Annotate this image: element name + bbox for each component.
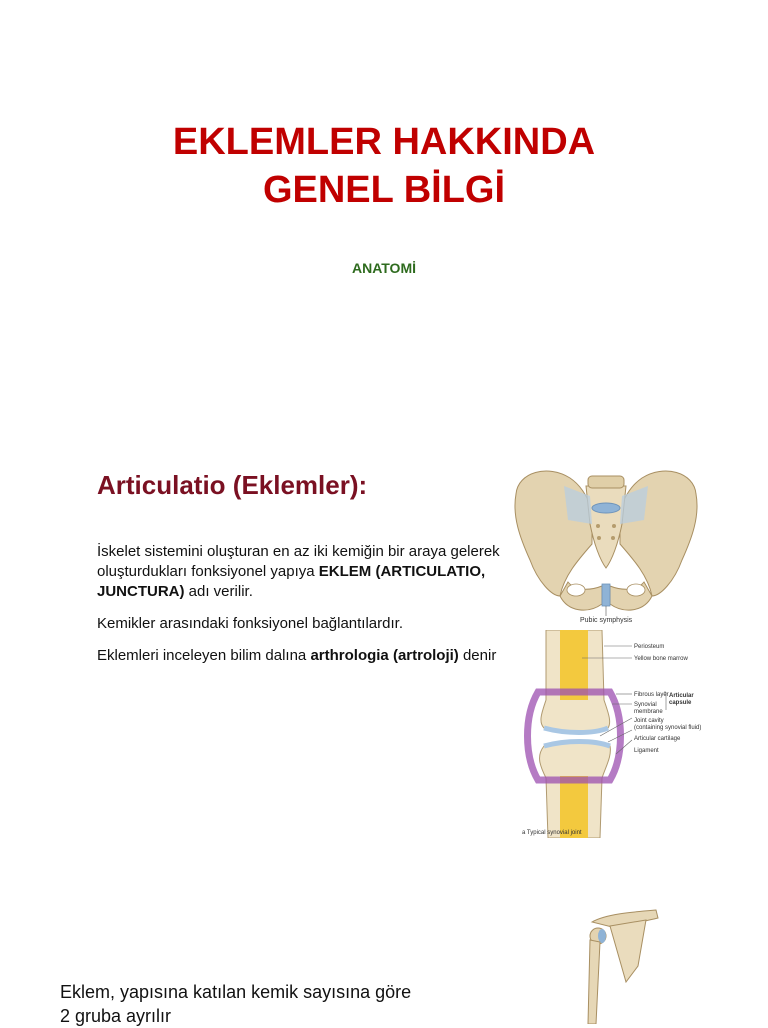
classification-line-1: Eklem, yapısına katılan kemik sayısına göre: [60, 982, 412, 1002]
articular-capsule-label-1: Articular: [669, 693, 694, 699]
arthrology-end: denir: [458, 647, 497, 664]
membrane-label: membrane: [634, 709, 663, 715]
definition-term: EKLEM: [318, 563, 372, 580]
synovial-joint-illustration: [520, 630, 710, 838]
articulatio-body: [97, 542, 507, 678]
articular-cartilage-label: Articular cartilage: [634, 736, 681, 742]
pelvis-illustration: [508, 464, 704, 624]
synovial-fluid-label: (containing synovial fluid): [634, 725, 702, 731]
synovial-label: Synovial: [634, 702, 657, 708]
fibrous-layer-label: Fibrous layer: [634, 692, 669, 698]
arthrology-text: Eklemleri inceleyen bilim dalına: [97, 647, 311, 664]
slide-title-line-2: GENEL BİLGİ: [262, 169, 506, 211]
definition-latin-term: (ARTICULATIO, JUNCTURA): [97, 563, 486, 600]
articulatio-heading: Articulatio (Eklemler):: [97, 470, 368, 500]
arthrology-paragraph: [97, 646, 507, 666]
synovial-joint-caption: a Typical synovial joint: [522, 830, 582, 836]
arthrology-term: arthrologia: [310, 647, 389, 664]
slide-title-line-1: EKLEMLER HAKKINDA: [172, 121, 596, 163]
shoulder-illustration: [576, 906, 666, 1024]
articular-capsule-label-2: capsule: [669, 700, 692, 706]
pubic-symphysis-label: Pubic symphysis: [580, 617, 633, 624]
definition-end: adı verilir.: [184, 583, 253, 600]
articulatio-slide: [0, 450, 768, 890]
joint-classification-slide: [0, 900, 768, 1024]
joint-cavity-label: Joint cavity: [634, 718, 664, 724]
slide-subtitle: ANATOMİ: [351, 260, 417, 276]
classification-text: [60, 980, 500, 1028]
arthrology-turkish-term: (artroloji): [392, 647, 459, 664]
slide-title: [0, 118, 768, 214]
title-slide: [0, 0, 768, 440]
yellow-bone-marrow-label: Yellow bone marrow: [634, 656, 688, 662]
definition-paragraph: [97, 542, 507, 602]
definition-text: İskelet sistemini oluşturan en az iki kemiğin bir araya gelerek oluşturdukları fonksiyonel yapıya: [97, 543, 500, 580]
periosteum-label: Periosteum: [634, 644, 665, 650]
classification-line-2: 2 gruba ayrılır: [60, 1006, 172, 1026]
ligament-label: Ligament: [634, 748, 659, 754]
functional-paragraph: Kemikler arasındaki fonksiyonel bağlantılardır.: [97, 615, 403, 632]
